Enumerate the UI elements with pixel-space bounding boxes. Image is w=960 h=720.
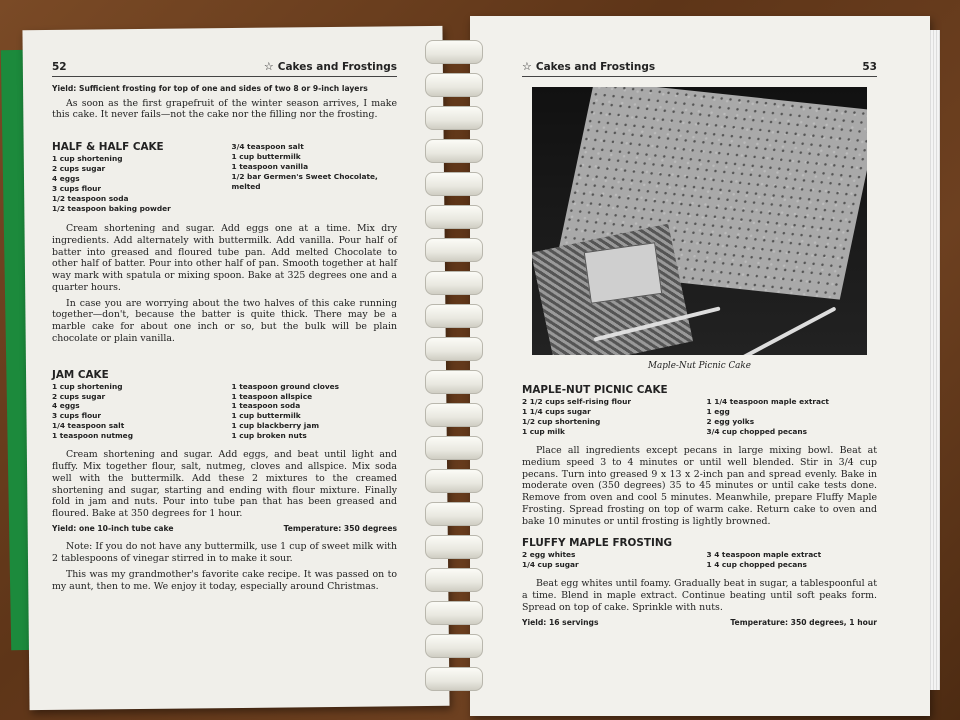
cake-slice [584,242,663,304]
ingredient-list [522,397,877,437]
ingredient-item: 1 cup buttermilk [231,152,301,162]
ingredient-item: 1 cup blackberry jam [231,421,320,431]
spiral-coil [425,403,483,427]
temperature-text: Temperature: 350 degrees [283,523,397,533]
ingredients-left [52,154,218,214]
spiral-coil [425,667,483,691]
spiral-coil [425,73,483,97]
right-page-content [522,60,877,630]
ingredient-item: 1/2 cup shortening [522,417,601,427]
ingredient-item: 3/4 cup chopped pecans [706,427,808,437]
intro-paragraph: As soon as the first grapefruit of the winter season arrives, I make this cake. It never fails—not the cake nor the filling nor the frosting. [52,97,397,121]
ingredient-item: 2 cups sugar [52,164,106,174]
recipe-title: MAPLE-NUT PICNIC CAKE [522,384,668,397]
recipe-title: HALF & HALF CAKE [52,141,164,154]
recipe-maple-nut [522,384,877,527]
ingredients-left [52,382,218,442]
ingredient-item: 1/2 teaspoon soda [52,194,129,204]
cake-photo [532,87,867,355]
ingredient-item: melted [231,182,261,192]
ingredients-left [522,550,693,570]
fork-icon [737,307,836,356]
ingredient-item: 3 cups flour [52,184,102,194]
spiral-coil [425,40,483,64]
story-paragraph: This was my grandmother's favorite cake recipe. It was passed on to my aunt, then to me. We enjoy it today, especially around Christmas. [52,568,397,592]
ingredient-item: 1 cup buttermilk [231,411,301,421]
recipe-frosting [522,537,877,627]
temperature-text: Temperature: 350 degrees, 1 hour [730,617,877,627]
star-icon: ☆ [263,60,274,73]
yield-text: Yield: Sufficient frosting for top of one and sides of two 8 or 9-inch layers [52,84,368,94]
spiral-coil [425,337,483,361]
yield-row [52,524,397,533]
spiral-coil [425,436,483,460]
ingredient-item: 1 teaspoon ground cloves [231,381,340,391]
page-edges [930,30,940,690]
ingredient-item: 1 cup milk [522,427,565,437]
spiral-binding [425,40,485,700]
right-page-header [522,60,877,77]
ingredient-item: 1 teaspoon allspice [231,391,313,401]
ingredient-item: 2 egg yolks [706,417,755,427]
yield-row [522,618,877,627]
photo-caption: Maple-Nut Picnic Cake [648,361,751,372]
section-title: ☆ Cakes and Frostings [522,60,656,73]
method-paragraph: Beat egg whites until foamy. Gradually beat in sugar, a tablespoonful at a time. Blend in maple extract. Continue beating until soft peaks form. Spread on top of cake. Sprinkle with nuts. [522,578,877,613]
ingredient-item: 4 eggs [52,401,80,411]
ingredient-item: 3 4 teaspoon maple extract [706,550,822,560]
method-paragraph: Cream shortening and sugar. Add eggs, and beat until light and fluffy. Mix together flour, salt, nutmeg, cloves and allspice. Mix soda well with the buttermilk. Add these 2 mixtures to the creamed shortening and sugar, starting and ending with flour mixture. Finally fold in jam and nuts. Pour into tube pan that has been greased and floured. Bake at 350 degrees for 1 hour. [52,449,397,520]
spiral-coil [425,238,483,262]
spiral-coil [425,634,483,658]
spiral-coil [425,172,483,196]
spiral-coil [425,469,483,493]
ingredient-item: 1 1/4 teaspoon maple extract [706,397,829,407]
ingredient-item: 1 teaspoon nutmeg [52,431,133,441]
ingredient-item: 1/2 teaspoon baking powder [52,204,171,214]
ingredient-item: 1/4 cup sugar [522,560,579,570]
star-icon: ☆ [522,60,532,73]
ingredient-list [52,382,397,442]
yield-text: Yield: one 10-inch tube cake [52,523,174,533]
spiral-coil [425,139,483,163]
section-title: ☆ Cakes and Frostings [263,60,397,73]
ingredients-right [232,142,398,214]
spiral-coil [425,601,483,625]
note-paragraph: In case you are worrying about the two halves of this cake running together—don't, because the batter is quite thick. There may be a marble cake for about one inch or so, but the bulk will be plain chocolate or plain vanilla. [52,297,397,344]
recipe-half-half [52,141,397,344]
spiral-coil [425,205,483,229]
ingredient-item: 1 1/4 cups sugar [522,407,591,417]
ingredients-right [232,382,398,442]
page-number: 53 [862,61,877,73]
ingredients-right [707,397,878,437]
left-page-header [52,60,397,77]
ingredient-item: 3/4 teaspoon salt [231,142,304,152]
ingredient-item: 2 cups sugar [52,391,106,401]
ingredients-right [707,550,878,570]
ingredient-item: 1 cup shortening [52,154,123,164]
ingredient-item: 1 cup shortening [52,381,123,391]
ingredient-item: 3 cups flour [52,411,102,421]
yield-text: Yield: 16 servings [522,617,599,627]
ingredient-item: 1 teaspoon vanilla [231,162,309,172]
spiral-coil [425,502,483,526]
left-page-content [52,60,397,596]
spiral-coil [425,271,483,295]
ingredient-item: 2 1/2 cups self-rising flour [522,397,631,407]
spiral-coil [425,535,483,559]
ingredient-item: 1/2 bar Germen's Sweet Chocolate, [231,172,378,182]
spiral-coil [425,370,483,394]
ingredient-item: 1 egg [706,407,730,417]
recipe-title: FLUFFY MAPLE FROSTING [522,537,673,550]
ingredient-item: 2 egg whites [522,550,576,560]
recipe-title: JAM CAKE [52,368,109,381]
spiral-coil [425,106,483,130]
method-paragraph: Place all ingredients except pecans in large mixing bowl. Beat at medium speed 3 to 4 minutes or until well blended. Stir in 3/4 cup pecans. Turn into greased 9 x 13 x 2-inch pan and spread evenly. Bake in moderate oven (350 degrees) 35 to 45 minutes or until cake tests done. Remove from oven and cool 5 minutes. Meanwhile, prepare Fluffy Maple Frosting. Spread frosting on top of warm cake. Return cake to oven and bake 10 minutes or until frosting is lightly browned. [522,445,877,527]
ingredients-left [522,397,693,437]
ingredient-item: 1 teaspoon soda [231,401,301,411]
note-paragraph: Note: If you do not have any buttermilk, use 1 cup of sweet milk with 2 tablespoons of vinegar stirred in to make it sour. [52,541,397,565]
page-number: 52 [52,61,67,73]
recipe-jam [52,369,397,593]
ingredient-item: 1 4 cup chopped pecans [706,560,807,570]
spiral-coil [425,304,483,328]
ingredient-list [522,550,877,570]
ingredient-item: 4 eggs [52,174,80,184]
ingredient-item: 1/4 teaspoon salt [52,421,125,431]
ingredient-item: 1 cup broken nuts [231,431,307,441]
method-paragraph: Cream shortening and sugar. Add eggs one at a time. Mix dry ingredients. Add alternately with buttermilk. Add vanilla. Pour half of batter into greased and floured tube pan. Add melted Chocolate to other half of batter. Pour into other half of pan. Smooth together at half way mark with spatula or mixing spoon. Bake at 325 degrees one and a quarter hours. [52,223,397,293]
spiral-coil [425,568,483,592]
